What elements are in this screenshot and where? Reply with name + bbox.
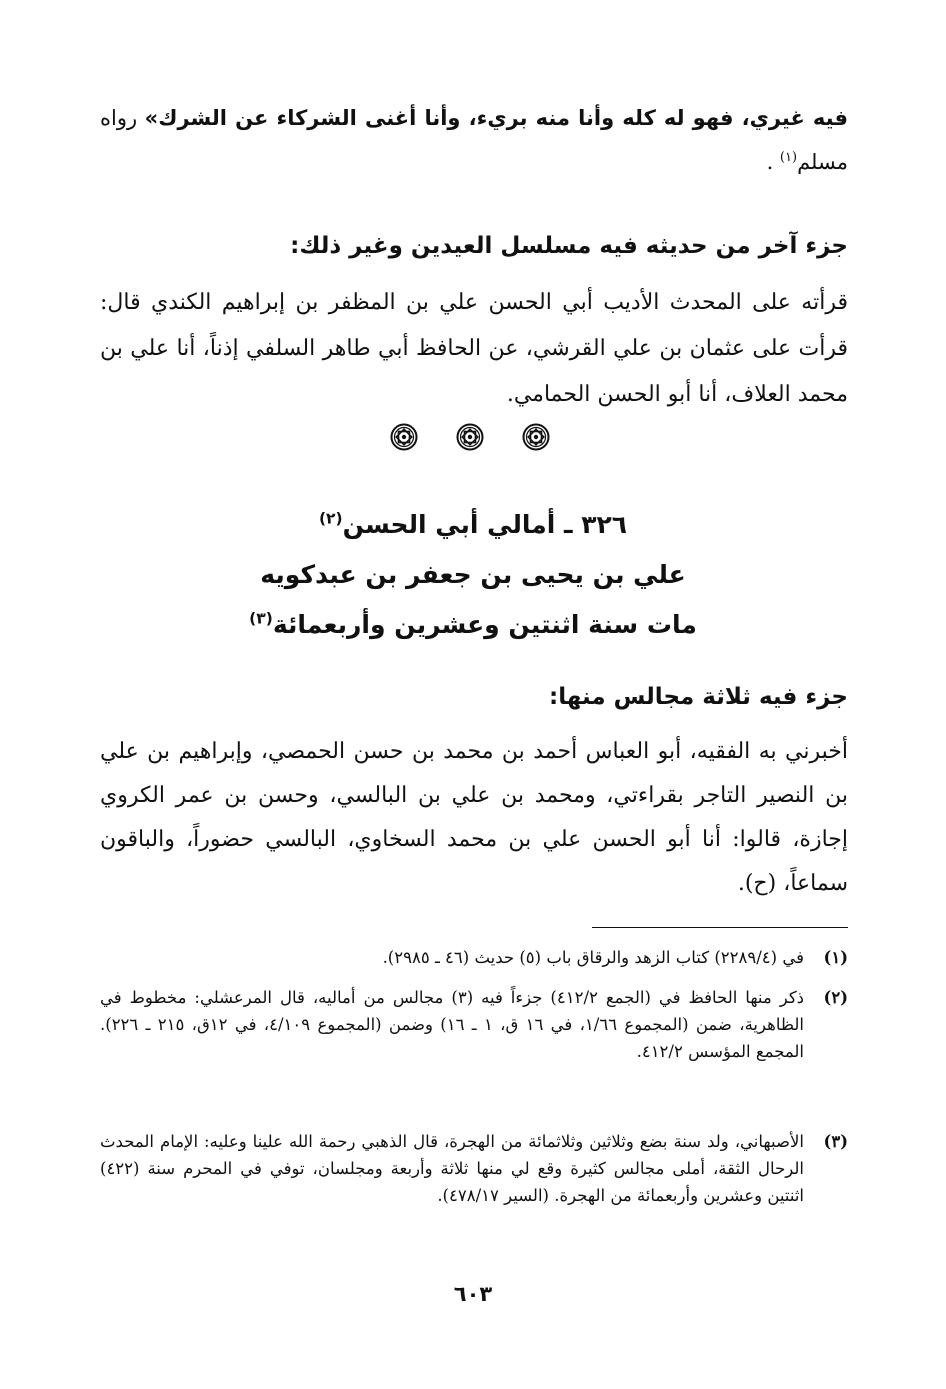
footnote-marker-1[interactable]: (١) — [779, 150, 798, 165]
footnote-number: (١) — [823, 948, 848, 967]
ornament-icon — [390, 423, 418, 451]
intro-paragraph — [100, 96, 848, 184]
footnote-1 — [100, 944, 848, 971]
footnote-number: (٣) — [823, 1132, 848, 1151]
footnote-marker-2[interactable]: (٢) — [318, 509, 343, 528]
entry-title: ٣٢٦ ـ أمالي أبي الحسن — [342, 510, 628, 539]
entry-title-block — [150, 500, 796, 650]
entry-death-date: مات سنة اثنتين وعشرين وأربعمائة — [272, 610, 697, 639]
footnote-text: ذكر منها الحافظ في (الجمع ٤١٢/٢) جزءاً فيه (٣) مجالس من أماليه، قال المرعشلي: مخطوط في الظاهرية، ضمن (المجموع ١/٦٦، في ١٦ ق، ١ ـ ١٦) وضمن (المجموع ٤/١٠٩، في ١٢ق، ٢١٥ ـ ٢٢٦). المجمع المؤسس ٤١٢/٢. — [100, 988, 805, 1061]
footnote-text: في (٢٢٨٩/٤) كتاب الزهد والرقاق باب (٥) حديث (٤٦ ـ ٢٩٨٥). — [382, 948, 804, 967]
footnote-3 — [100, 1128, 848, 1209]
intro-end: . — [766, 150, 780, 174]
footnote-marker-3[interactable]: (٣) — [249, 609, 273, 628]
section-paragraph-1: قرأته على المحدث الأديب أبي الحسن علي بن المظفر بن إبراهيم الكندي قال: قرأت على عثمان بن علي القرشي، عن الحافظ أبي طاهر السلفي إذناً، أنا علي بن محمد العلاف، أنا أبو الحسن الحمامي. — [100, 290, 848, 407]
entry-author-name: علي بن يحيى بن جعفر بن عبدكويه — [260, 560, 686, 589]
page-number: ٦٠٣ — [453, 1282, 493, 1306]
section-paragraph-2: أخبرني به الفقيه، أبو العباس أحمد بن محمد بن حسن الحمصي، وإبراهيم بن علي بن النصير التاجر بقراءتي، ومحمد بن علي بن البالسي، وحسن بن عمر الكروي إجازة، قالوا: أنا أبو الحسن علي بن محمد السخاوي، البالسي حضوراً، والباقون سماعاً، (ح). — [100, 739, 848, 896]
narration-attribution: رواه مسلم — [100, 106, 848, 174]
ornament-icon — [522, 423, 550, 451]
footnote-text: الأصبهاني، ولد سنة بضع وثلاثين وثلاثمائة من الهجرة، قال الذهبي رحمة الله علينا وعليه: الإمام المحدث الرحال الثقة، أملى مجالس كثيرة وقع لي منها ثلاثة وأربعة ومجلسان، توفي في المحرم سنة (٤٢٢) اثنتين وعشرين وأربعمائة من الهجرة. (السير ٤٧٨/١٧). — [100, 1132, 804, 1205]
ornament-divider — [390, 420, 550, 454]
footnote-number: (٢) — [823, 988, 848, 1007]
footnote-2 — [100, 984, 848, 1065]
entry-title-line-3 — [150, 600, 796, 650]
section-heading-2: جزء فيه ثلاثة مجالس منها: — [549, 684, 848, 710]
footnote-separator — [592, 927, 848, 928]
ornament-icon — [456, 423, 484, 451]
entry-title-line-1 — [150, 500, 796, 550]
section-heading-1: جزء آخر من حديثه فيه مسلسل العيدين وغير ذلك: — [290, 233, 848, 259]
hadith-quote: فيه غيري، فهو له كله وأنا منه بريء، وأنا أغنى الشركاء عن الشرك» — [144, 106, 848, 130]
